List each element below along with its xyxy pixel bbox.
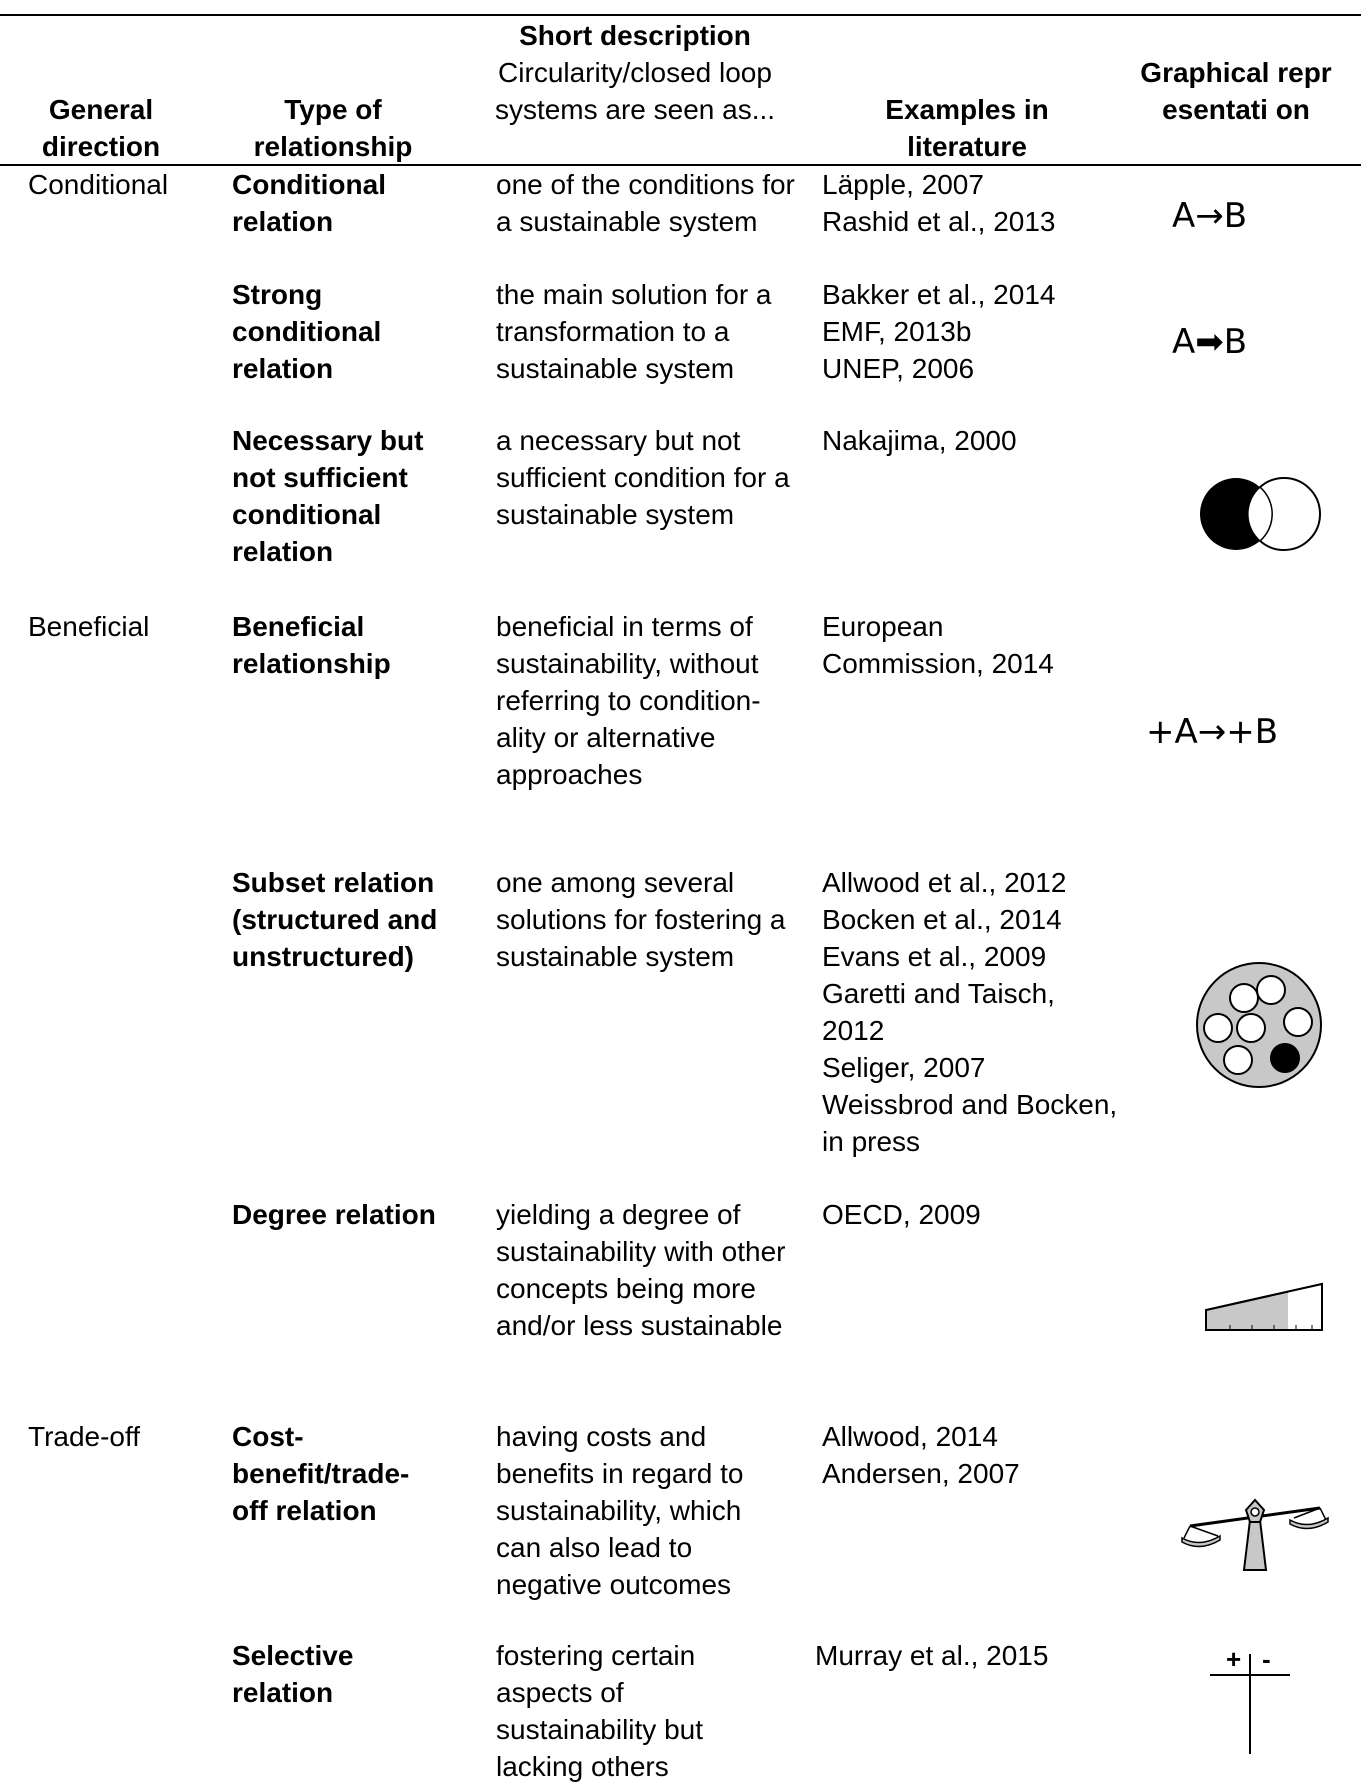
header-type-of-relationship: Type of relationship xyxy=(253,94,413,162)
row-description: having costs and benefits in regard to sustainability, which can also lead to negative outcomes xyxy=(496,1421,744,1600)
selective-plus-label: + xyxy=(1226,1644,1242,1674)
row-direction: Conditional xyxy=(28,169,169,200)
row-description: one among several solutions for fostering a sustainable system xyxy=(496,867,786,972)
row-type: Conditional relation xyxy=(232,169,386,237)
header-short-description xyxy=(492,17,778,128)
row-type: Cost-benefit/trade-off relation xyxy=(232,1421,410,1526)
row-type: Selective relation xyxy=(232,1640,354,1708)
selective-minus-label: - xyxy=(1262,1644,1271,1674)
row-examples: Murray et al., 2015 xyxy=(815,1640,1049,1671)
beneficial-arrow-icon: +A→+B xyxy=(1146,712,1279,752)
row-examples: Nakajima, 2000 xyxy=(822,425,1017,456)
header-short-description-title: Short description xyxy=(519,20,751,51)
row-description: a necessary but not sufficient condition for a sustainable system xyxy=(496,425,790,530)
table-top-rule xyxy=(0,14,1361,16)
row-examples: Allwood et al., 2012 Bocken et al., 2014 Evans et al., 2009 Garetti and Taisch, 2012 Seliger, 2007 Weissbrod and Bocken, in press xyxy=(822,867,1118,1157)
row-description: one of the conditions for a sustainable system xyxy=(496,169,795,237)
row-description: fostering certain aspects of sustainability but lacking others xyxy=(496,1640,704,1782)
header-graphical-representation: Graphical representati on xyxy=(1140,57,1332,125)
row-examples: European Commission, 2014 xyxy=(822,611,1054,679)
row-direction: Trade-off xyxy=(28,1421,141,1452)
row-type: Beneficial relationship xyxy=(232,611,391,679)
row-type: Necessary but not sufficient conditional relation xyxy=(232,425,424,567)
subset-circles-icon xyxy=(1194,960,1324,1090)
row-direction: Beneficial xyxy=(28,611,150,642)
degree-wedge-icon xyxy=(1204,1282,1324,1332)
row-type: Subset relation (structured and unstructured) xyxy=(232,867,438,972)
header-short-description-subtitle: Circularity/closed loop systems are seen as... xyxy=(494,57,776,125)
row-examples: Bakker et al., 2014 EMF, 2013b UNEP, 2006 xyxy=(822,279,1056,384)
row-type: Strong conditional relation xyxy=(232,279,382,384)
row-examples: Läpple, 2007 Rashid et al., 2013 xyxy=(822,169,1056,237)
conditional-arrow-icon: A→B xyxy=(1172,196,1248,236)
row-description: the main solution for a transformation to a sustainable system xyxy=(496,279,772,384)
row-description: beneficial in terms of sustainability, without referring to condition-ality or alternative approaches xyxy=(496,611,761,790)
row-examples: Allwood, 2014 Andersen, 2007 xyxy=(822,1421,1020,1489)
venn-icon xyxy=(1198,476,1324,556)
balance-scale-icon xyxy=(1180,1484,1330,1574)
row-examples: OECD, 2009 xyxy=(822,1199,981,1230)
header-examples: Examples in literature xyxy=(885,94,1049,162)
row-type: Degree relation xyxy=(232,1199,436,1230)
row-description: yielding a degree of sustainability with other concepts being more and/or less sustainable xyxy=(496,1199,786,1341)
selective-cross-icon xyxy=(1210,1644,1290,1768)
header-general-direction: General direction xyxy=(41,94,161,162)
strong-arrow-icon: A➡B xyxy=(1172,322,1248,362)
